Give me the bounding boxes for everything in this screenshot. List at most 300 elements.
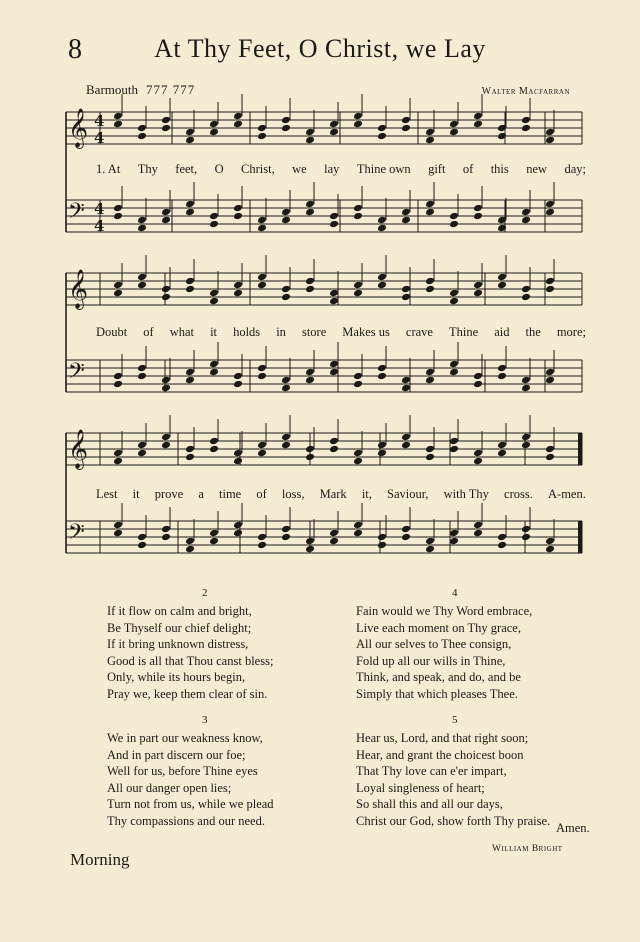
note-head xyxy=(113,204,123,213)
note-head xyxy=(401,533,411,542)
note-head xyxy=(257,364,267,373)
note-head xyxy=(113,521,123,530)
hymn-title: At Thy Feet, O Christ, we Lay xyxy=(154,34,486,63)
treble-clef-icon: 𝄞 xyxy=(68,108,89,148)
note-head xyxy=(545,277,555,286)
note-head xyxy=(137,364,147,373)
note-head xyxy=(209,437,219,446)
note-head xyxy=(209,445,219,454)
stanza-4 xyxy=(356,587,533,702)
stanza-line: Loyal singleness of heart; xyxy=(356,780,485,795)
lyric-syllable: more; xyxy=(556,325,586,339)
note-head xyxy=(305,376,315,385)
note-head xyxy=(425,445,435,454)
note-head xyxy=(449,437,459,446)
note-head xyxy=(521,533,531,542)
note-head xyxy=(425,128,435,137)
stanza-line: Turn not from us, while we plead xyxy=(107,797,274,811)
note-head xyxy=(425,200,435,209)
lyric-syllable: we xyxy=(292,162,307,176)
note-head xyxy=(161,285,171,294)
lyric-syllable: Doubt xyxy=(96,325,128,339)
note-head xyxy=(425,537,435,546)
lyric-syllable: what xyxy=(169,325,195,339)
stanza-line: Be Thyself our chief delight; xyxy=(107,620,252,635)
lyric-syllable: loss, xyxy=(281,487,305,501)
note-head xyxy=(545,136,555,145)
note-head xyxy=(161,533,171,542)
lyric-syllable: store xyxy=(301,325,327,339)
note-head xyxy=(377,533,387,542)
note-head xyxy=(545,368,555,377)
note-head xyxy=(281,533,291,542)
lyric-syllable: of xyxy=(256,487,267,501)
note-head xyxy=(305,545,315,554)
bass-clef-icon: 𝄢 xyxy=(68,520,85,550)
note-head xyxy=(377,372,387,381)
note-head xyxy=(401,293,411,302)
note-head xyxy=(473,204,483,213)
note-head xyxy=(377,224,387,233)
lyric-syllable: Makes us xyxy=(342,325,390,339)
note-head xyxy=(137,281,147,290)
stanza-number: 5 xyxy=(452,714,458,726)
note-head xyxy=(281,208,291,217)
stanza-line: Good is all that Thou canst bless; xyxy=(107,653,274,668)
note-head xyxy=(401,116,411,125)
page-number: 8 xyxy=(68,34,82,65)
note-head xyxy=(257,273,267,282)
note-head xyxy=(209,368,219,377)
note-head xyxy=(353,120,363,129)
note-head xyxy=(281,216,291,225)
note-head xyxy=(473,212,483,221)
note-head xyxy=(209,529,219,538)
note-head xyxy=(281,116,291,125)
stanza-number: 3 xyxy=(202,714,208,726)
note-head xyxy=(449,120,459,129)
lyric-syllable: Saviour, xyxy=(387,487,429,501)
note-head xyxy=(521,285,531,294)
note-head xyxy=(377,132,387,141)
treble-clef-icon: 𝄞 xyxy=(68,429,89,469)
note-head xyxy=(401,208,411,217)
note-head xyxy=(521,216,531,225)
note-head xyxy=(497,273,507,282)
note-head xyxy=(329,529,339,538)
lyric-syllable: it, xyxy=(361,487,372,501)
stanza-2 xyxy=(107,587,274,702)
note-head xyxy=(185,128,195,137)
note-head xyxy=(233,112,243,121)
stanza-line: All our selves to Thee consign, xyxy=(356,637,512,651)
note-head xyxy=(329,437,339,446)
note-head xyxy=(233,521,243,530)
note-head xyxy=(137,541,147,550)
note-head xyxy=(185,545,195,554)
note-head xyxy=(113,449,123,458)
note-head xyxy=(329,537,339,546)
note-head xyxy=(185,208,195,217)
note-head xyxy=(449,360,459,369)
lyric-syllable: time xyxy=(219,487,242,501)
lyric-syllable: a xyxy=(198,487,204,501)
lyric-syllable: A-men. xyxy=(548,487,586,501)
note-head xyxy=(545,445,555,454)
note-head xyxy=(257,441,267,450)
note-head xyxy=(401,285,411,294)
note-head xyxy=(377,449,387,458)
stanza-line: So shall this and all our days, xyxy=(356,797,503,811)
note-head xyxy=(545,453,555,462)
note-head xyxy=(233,212,243,221)
note-head xyxy=(449,128,459,137)
note-head xyxy=(209,212,219,221)
note-head xyxy=(161,208,171,217)
note-head xyxy=(257,533,267,542)
note-head xyxy=(209,360,219,369)
note-head xyxy=(281,525,291,534)
note-head xyxy=(329,368,339,377)
note-head xyxy=(401,441,411,450)
note-head xyxy=(305,277,315,286)
note-head xyxy=(305,128,315,137)
note-head xyxy=(329,212,339,221)
note-head xyxy=(353,449,363,458)
note-head xyxy=(425,453,435,462)
note-head xyxy=(305,200,315,209)
stanza-line: Only, while its hours begin, xyxy=(107,670,246,684)
stanza-3 xyxy=(107,714,274,829)
note-head xyxy=(377,281,387,290)
stanza-line: Thy compassions and our need. xyxy=(107,813,265,828)
note-head xyxy=(449,212,459,221)
stanza-line: Hear us, Lord, and that right soon; xyxy=(356,731,529,745)
note-head xyxy=(545,545,555,554)
stanza-line: Think, and speak, and do, and be xyxy=(356,670,521,684)
lyric-syllable: gift xyxy=(428,162,446,176)
note-head xyxy=(137,449,147,458)
note-head xyxy=(257,372,267,381)
stanza-line: If it flow on calm and bright, xyxy=(107,604,252,618)
note-head xyxy=(425,376,435,385)
note-head xyxy=(257,281,267,290)
note-head xyxy=(521,384,531,393)
stanza-5 xyxy=(356,714,551,829)
note-head xyxy=(497,541,507,550)
note-head xyxy=(377,541,387,550)
note-head xyxy=(209,297,219,306)
time-signature-top: 4 xyxy=(94,112,105,130)
time-signature-bottom: 4 xyxy=(94,129,105,147)
note-head xyxy=(257,216,267,225)
note-head xyxy=(497,449,507,458)
note-head xyxy=(113,212,123,221)
stanza-line: Hear, and grant the choicest boon xyxy=(356,747,524,762)
stanza-number: 4 xyxy=(452,587,458,599)
stanza-line: And in part discern our foe; xyxy=(107,747,246,762)
note-head xyxy=(281,293,291,302)
note-head xyxy=(473,380,483,389)
note-head xyxy=(521,376,531,385)
lyric-syllable: crave xyxy=(405,325,433,339)
note-head xyxy=(185,445,195,454)
note-head xyxy=(353,204,363,213)
lyric-syllable: in xyxy=(276,325,286,339)
note-head xyxy=(377,216,387,225)
note-head xyxy=(305,445,315,454)
note-head xyxy=(161,293,171,302)
note-head xyxy=(257,449,267,458)
note-head xyxy=(281,384,291,393)
note-head xyxy=(233,449,243,458)
note-head xyxy=(473,457,483,466)
stanza-line: Pray we, keep them clear of sin. xyxy=(107,686,268,701)
note-head xyxy=(257,224,267,233)
note-head xyxy=(281,285,291,294)
lyric-line-2 xyxy=(96,325,586,340)
note-head xyxy=(353,521,363,530)
note-head xyxy=(521,208,531,217)
note-head xyxy=(185,200,195,209)
note-head xyxy=(233,380,243,389)
note-head xyxy=(545,537,555,546)
note-head xyxy=(473,120,483,129)
lyric-syllable: prove xyxy=(154,487,184,501)
note-head xyxy=(329,445,339,454)
note-head xyxy=(521,293,531,302)
stanza-line: Fold up all our wills in Thine, xyxy=(356,653,506,668)
note-head xyxy=(233,457,243,466)
note-head xyxy=(305,453,315,462)
note-head xyxy=(161,433,171,442)
lyric-syllable: Lest xyxy=(96,487,118,501)
note-head xyxy=(161,525,171,534)
note-head xyxy=(305,368,315,377)
note-head xyxy=(137,224,147,233)
note-head xyxy=(257,132,267,141)
tune-name: Barmouth xyxy=(86,82,138,97)
note-head xyxy=(233,372,243,381)
section-label: Morning xyxy=(70,850,130,869)
note-head xyxy=(425,136,435,145)
lyric-syllable: it xyxy=(132,487,140,501)
note-head xyxy=(281,441,291,450)
note-head xyxy=(305,537,315,546)
note-head xyxy=(329,289,339,298)
note-head xyxy=(113,289,123,298)
note-head xyxy=(545,128,555,137)
note-head xyxy=(113,120,123,129)
note-head xyxy=(497,441,507,450)
note-head xyxy=(425,285,435,294)
note-head xyxy=(401,433,411,442)
lyric-syllable: the xyxy=(525,325,541,339)
note-head xyxy=(329,220,339,229)
stanza-line: Live each moment on Thy grace, xyxy=(356,620,521,635)
lyric-line-3 xyxy=(96,487,586,502)
note-head xyxy=(425,277,435,286)
final-bar xyxy=(578,433,582,465)
lyric-syllable: aid xyxy=(494,325,510,339)
bass-clef-icon: 𝄢 xyxy=(68,199,85,229)
note-head xyxy=(113,457,123,466)
note-head xyxy=(233,529,243,538)
note-head xyxy=(233,204,243,213)
note-head xyxy=(521,116,531,125)
lyric-syllable: new xyxy=(526,162,548,176)
lyric-syllable: day; xyxy=(564,162,586,176)
lyric-syllable: Thine own xyxy=(356,162,411,176)
lyric-syllable: holds xyxy=(233,325,261,339)
note-head xyxy=(137,216,147,225)
note-head xyxy=(473,529,483,538)
lyric-syllable: of xyxy=(462,162,474,176)
note-head xyxy=(353,529,363,538)
note-head xyxy=(329,128,339,137)
note-head xyxy=(281,376,291,385)
note-head xyxy=(521,124,531,133)
note-head xyxy=(161,384,171,393)
note-head xyxy=(233,289,243,298)
note-head xyxy=(377,364,387,373)
note-head xyxy=(377,273,387,282)
note-head xyxy=(449,220,459,229)
note-head xyxy=(353,372,363,381)
lyric-syllable: Mark xyxy=(319,487,347,501)
lyric-syllable: cross. xyxy=(504,487,533,501)
note-head xyxy=(161,116,171,125)
note-head xyxy=(449,289,459,298)
note-head xyxy=(401,376,411,385)
note-head xyxy=(497,364,507,373)
stanza-line: Simply that which pleases Thee. xyxy=(356,686,518,701)
note-head xyxy=(257,124,267,133)
note-head xyxy=(353,380,363,389)
note-head xyxy=(161,441,171,450)
note-head xyxy=(305,285,315,294)
note-head xyxy=(113,372,123,381)
note-head xyxy=(473,112,483,121)
bass-clef-icon: 𝄢 xyxy=(68,359,85,389)
note-head xyxy=(185,537,195,546)
stanza-line: We in part our weakness know, xyxy=(107,731,263,745)
note-head xyxy=(257,541,267,550)
composer: Walter Macfarran xyxy=(481,86,570,97)
note-head xyxy=(209,220,219,229)
note-head xyxy=(545,200,555,209)
lyric-syllable: of xyxy=(143,325,154,339)
note-head xyxy=(353,281,363,290)
note-head xyxy=(521,441,531,450)
note-head xyxy=(209,289,219,298)
note-head xyxy=(185,376,195,385)
note-head xyxy=(425,368,435,377)
note-head xyxy=(353,212,363,221)
lyric-syllable: this xyxy=(490,162,509,176)
stanza-line: If it bring unknown distress, xyxy=(107,637,249,651)
note-head xyxy=(137,273,147,282)
note-head xyxy=(497,372,507,381)
amen: Amen. xyxy=(556,821,590,835)
note-head xyxy=(281,124,291,133)
stanza-line: Well for us, before Thine eyes xyxy=(107,764,258,778)
note-head xyxy=(329,120,339,129)
note-head xyxy=(209,537,219,546)
lyric-syllable: with Thy xyxy=(443,487,489,501)
note-head xyxy=(521,433,531,442)
note-head xyxy=(209,128,219,137)
note-head xyxy=(401,216,411,225)
note-head xyxy=(113,529,123,538)
note-head xyxy=(161,124,171,133)
lyric-syllable: it xyxy=(210,325,218,339)
lyric-syllable: O xyxy=(214,162,224,176)
final-bar xyxy=(578,521,582,553)
note-head xyxy=(329,297,339,306)
note-head xyxy=(185,277,195,286)
lyric-syllable: Christ, xyxy=(241,162,275,176)
stanza-line: All our danger open lies; xyxy=(107,780,232,795)
note-head xyxy=(185,453,195,462)
note-head xyxy=(401,384,411,393)
note-head xyxy=(473,521,483,530)
stanza-line: Christ our God, show forth Thy praise. xyxy=(356,813,551,828)
lyric-syllable: lay xyxy=(324,162,340,176)
note-head xyxy=(161,216,171,225)
lyric-syllable: feet, xyxy=(175,162,198,176)
note-head xyxy=(401,124,411,133)
note-head xyxy=(185,136,195,145)
note-head xyxy=(113,281,123,290)
stanza-line: That Thy love can e'er impart, xyxy=(356,764,507,778)
note-head xyxy=(353,112,363,121)
note-head xyxy=(425,208,435,217)
lyric-syllable: 1. At xyxy=(96,162,121,176)
note-head xyxy=(545,376,555,385)
note-head xyxy=(353,289,363,298)
treble-clef-icon: 𝄞 xyxy=(68,269,89,309)
note-head xyxy=(233,281,243,290)
hymn-author: William Bright xyxy=(492,844,563,854)
note-head xyxy=(449,445,459,454)
note-head xyxy=(545,208,555,217)
note-head xyxy=(161,376,171,385)
note-head xyxy=(497,281,507,290)
stanza-number: 2 xyxy=(202,587,208,599)
note-head xyxy=(329,360,339,369)
note-head xyxy=(377,441,387,450)
note-head xyxy=(377,124,387,133)
lyric-syllable: Thine xyxy=(449,325,479,339)
note-head xyxy=(473,281,483,290)
time-signature-bottom: 4 xyxy=(94,217,105,235)
note-head xyxy=(209,120,219,129)
note-head xyxy=(233,120,243,129)
note-head xyxy=(137,533,147,542)
note-head xyxy=(449,537,459,546)
note-head xyxy=(521,525,531,534)
note-head xyxy=(305,136,315,145)
lyric-line-1 xyxy=(96,162,586,177)
note-head xyxy=(473,372,483,381)
note-head xyxy=(425,545,435,554)
note-head xyxy=(113,112,123,121)
note-head xyxy=(497,533,507,542)
note-head xyxy=(137,372,147,381)
note-head xyxy=(401,525,411,534)
lyric-syllable: Thy xyxy=(137,162,158,176)
